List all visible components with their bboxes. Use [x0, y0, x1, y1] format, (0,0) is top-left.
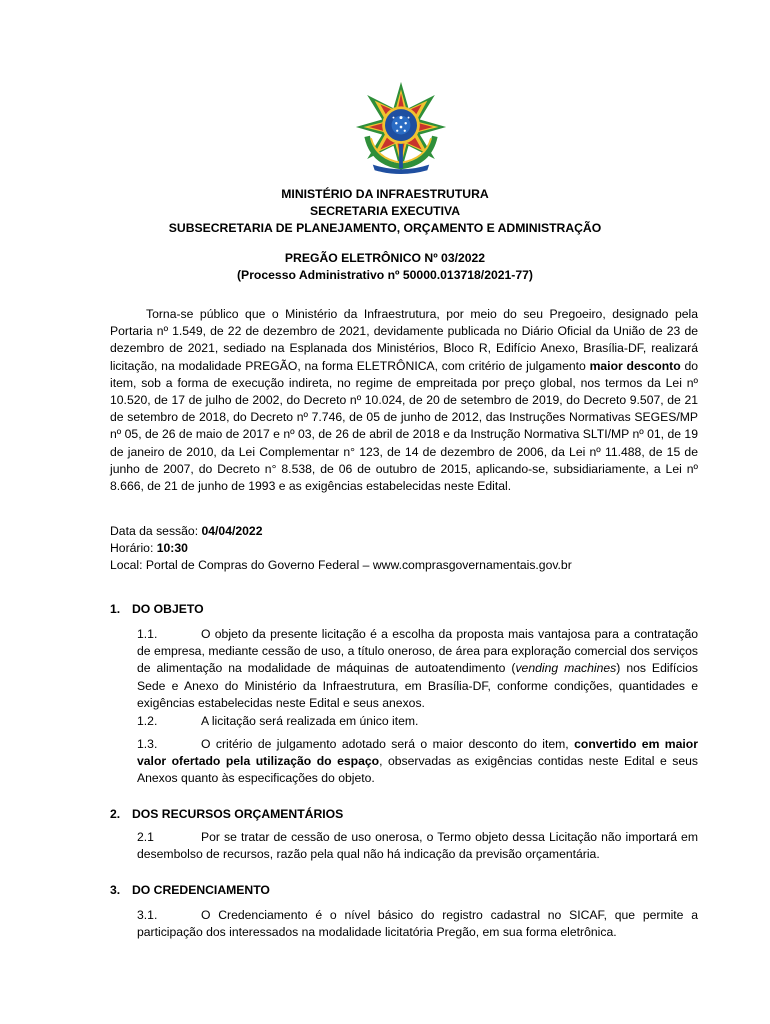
- secretariat-name: SECRETARIA EXECUTIVA: [309, 204, 461, 218]
- section-3-heading: [110, 882, 270, 899]
- item-italic: vending machines: [515, 661, 617, 676]
- item-1-2: [137, 713, 698, 730]
- session-time-label: Horário:: [110, 541, 157, 555]
- item-text-1: O critério de julgamento adotado será o maior desconto do item,: [201, 737, 575, 751]
- session-local: Local: Portal de Compras do Governo Federal – www.comprasgovernamentais.gov.br: [110, 558, 572, 572]
- item-text-2: , observadas as exigências contidas neste Edital e seus Anexos quanto às especificações do objeto.: [137, 754, 698, 786]
- section-number: 1.: [110, 602, 121, 616]
- item-number: 2.1: [137, 830, 154, 844]
- intro-paragraph: [110, 306, 698, 495]
- section-title: DO OBJETO: [132, 602, 204, 616]
- brazil-coat-of-arms-emblem: [354, 80, 448, 174]
- process-number: (Processo Administrativo nº 50000.013718/2021-77): [237, 268, 533, 282]
- item-2-1: [137, 829, 698, 863]
- session-time-value: 10:30: [156, 541, 188, 555]
- item-3-1: [137, 907, 698, 941]
- item-bold: convertido em maior valor ofertado pela utilização do espaço: [137, 737, 698, 769]
- document-title: PREGÃO ELETRÔNICO Nº 03/2022: [284, 251, 486, 265]
- item-text: O Credenciamento é o nível básico do registro cadastral no SICAF, que permite a participação dos interessados na modalidade licitatória Pregão, em sua forma eletrônica.: [137, 908, 698, 940]
- ministry-name: MINISTÉRIO DA INFRAESTRUTURA: [281, 187, 489, 201]
- intro-bold: maior desconto: [589, 358, 681, 373]
- intro-text-1: Torna-se público que o Ministério da Infraestrutura, por meio do seu Pregoeiro, designado pela Portaria nº 1.549, de 22 de dezembro de 2021, devidamente publicada no Diário Oficial da União de 23 de dezembro de 2021, sediado na Esplanada dos Ministérios, Bloco R, Edifício Anexo, Brasília-DF, realizará licitação, na modalidade PREGÃO, na forma ELETRÔNICA, com critério de julgamento: [110, 307, 698, 373]
- section-title: DO CREDENCIAMENTO: [132, 883, 270, 897]
- item-number: 3.1.: [137, 908, 158, 922]
- section-2-heading: [110, 806, 343, 823]
- session-date-label: Data da sessão:: [110, 524, 202, 538]
- section-number: 3.: [110, 883, 121, 897]
- subsecretariat-name: SUBSECRETARIA DE PLANEJAMENTO, ORÇAMENTO E ADMINISTRAÇÃO: [168, 221, 602, 235]
- item-number: 1.2.: [137, 714, 158, 728]
- item-text-2: ) nos Edifícios Sede e Anexo do Ministério da Infraestrutura, em Brasília-DF, conforme condições, quantidades e exigências estabelecidas neste Edital e seus anexos.: [137, 661, 698, 710]
- item-text-1: O objeto da presente licitação é a escolha da proposta mais vantajosa para a contratação de empresa, mediante cessão de uso, a título oneroso, de área para exploração comercial dos serviços de alimentação na modalidade de máquinas de autoatendimento (: [137, 627, 698, 676]
- section-1-heading: [110, 601, 204, 618]
- item-number: 1.3.: [137, 737, 158, 751]
- item-number: 1.1.: [137, 627, 158, 641]
- item-text: A licitação será realizada em único item.: [201, 714, 419, 728]
- section-title: DOS RECURSOS ORÇAMENTÁRIOS: [132, 807, 344, 821]
- item-text: Por se tratar de cessão de uso onerosa, o Termo objeto dessa Licitação não importará em desembolso de recursos, razão pela qual não há indicação da previsão orçamentária.: [137, 830, 698, 862]
- session-date-value: 04/04/2022: [201, 524, 263, 538]
- section-number: 2.: [110, 807, 121, 821]
- session-date: [110, 523, 698, 540]
- item-1-3: [137, 736, 698, 788]
- item-1-1: [137, 626, 698, 712]
- intro-text-2: do item, sob a forma de execução indireta, no regime de empreitada por preço global, nos termos da Lei nº 10.520, de 17 de julho de 2002, do Decreto nº 10.024, de 20 de setembro de 2019, do Decreto 9.507, de 21 de setembro de 2018, do Decreto nº 7.746, de 05 de junho de 2012, das Instruções Normativas SEGES/MP nº 05, de 26 de maio de 2017 e nº 03, de 26 de abril de 2018 e da Instrução Normativa SLTI/MP nº 01, de 19 de janeiro de 2010, da Lei Complementar n° 123, de 14 de dezembro de 2006, da Lei nº 11.488, de 15 de junho de 2007, do Decreto n° 8.538, de 06 de outubro de 2015, aplicando-se, subsidiariamente, a Lei nº 8.666, de 21 de junho de 1993 e as exigências estabelecidas neste Edital.: [110, 358, 698, 494]
- session-time: [110, 540, 698, 557]
